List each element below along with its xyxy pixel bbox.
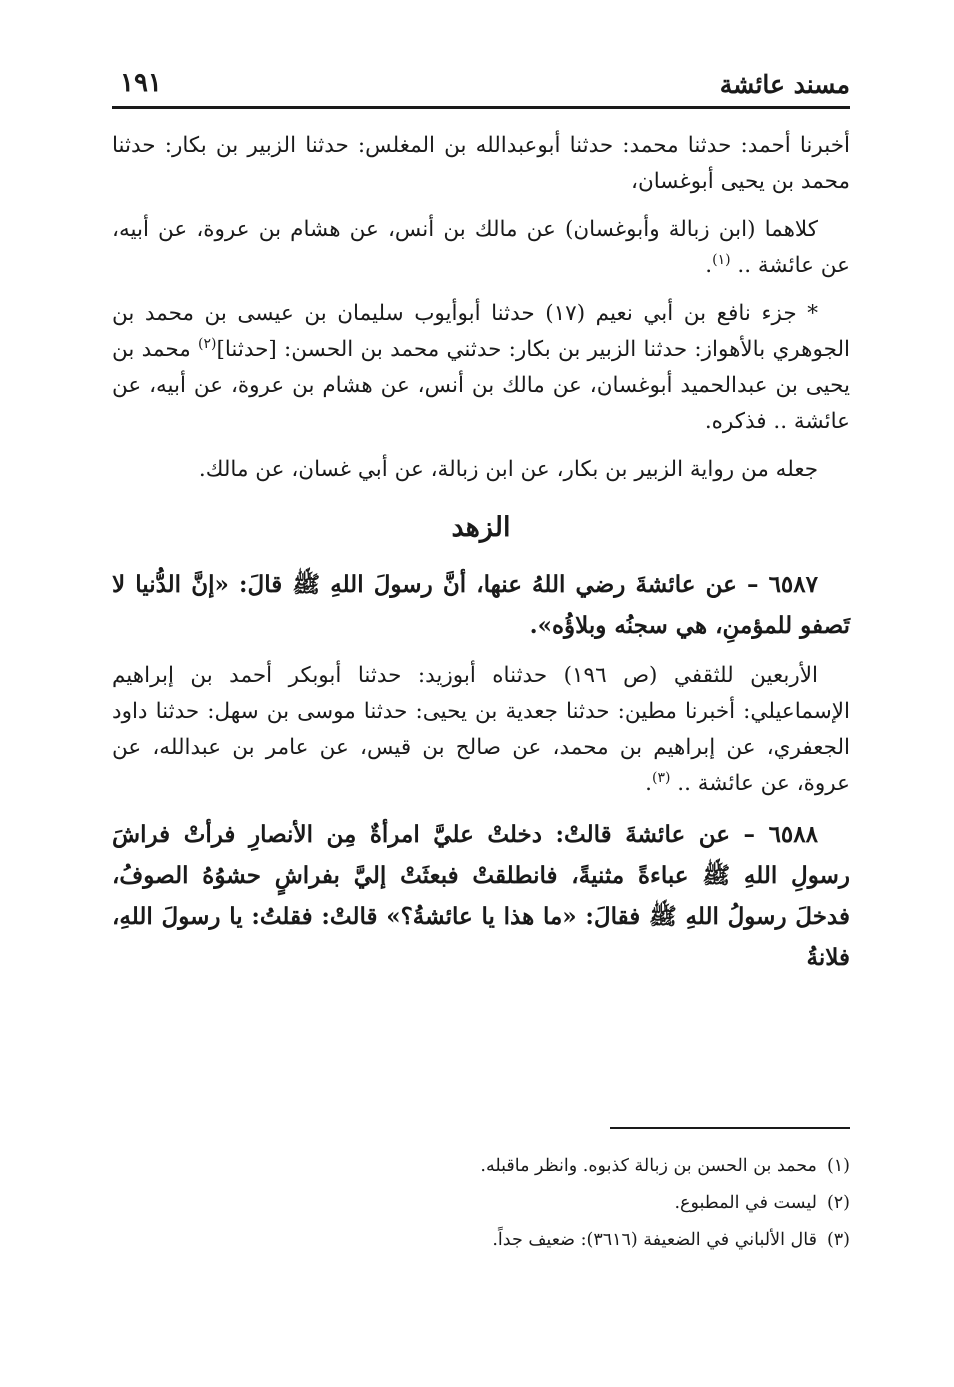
main-text [112,128,850,990]
paragraph-isnad-3 [112,296,850,440]
hadith-source-6587 [112,658,850,802]
hadith-number: ٦٥٨٨ [768,821,818,848]
paragraph-text: كلاهما (ابن زبالة وأبوغسان) عن مالك بن أنس، عن هشام بن عروة، عن أبيه، عن عائشة .. [112,217,850,278]
running-title: مسند عائشة [719,70,850,99]
hadith-text: – عن عائشةَ رضي اللهُ عنها، أنَّ رسولَ اللهِ ﷺ قالَ: «إنَّ الدُّنيا لا تَصفو للمؤمنِ، هي سجنُه وبلاؤُه». [112,571,850,639]
footnote-reference: (١) [712,251,731,268]
footnote-separator [610,1127,850,1129]
footnote-1 [300,1148,850,1185]
source-end: . [645,771,652,796]
footnote-text: قال الألباني في الضعيفة (٣٦١٦): ضعيف جداً. [492,1230,817,1250]
paragraph-note [112,452,850,488]
footnote-3 [300,1222,850,1259]
source-text: الأربعين للثقفي (ص ١٩٦) حدثناه أبوزيد: حدثنا أبوبكر أحمد بن إبراهيم الإسماعيلي: أخبرنا مطين: حدثنا جعدية بن يحيى: حدثنا موسى بن سهل: حدثنا داود الجعفري، عن إبراهيم بن محمد، عن صالح بن قيس، عن عامر بن عبدالله، عن عروة، عن عائشة .. [112,663,850,796]
paragraph-text-continued: محمد بن يحيى بن عبدالحميد أبوغسان، عن مالك بن أنس، عن هشام بن عروة، عن أبيه، عن عائشة .. فذكره. [112,337,850,434]
page-header [112,62,850,109]
paragraph-end: . [705,253,713,278]
hadith-6588 [112,814,850,978]
hadith-6587 [112,564,850,646]
footnote-number: (١) [826,1156,850,1176]
paragraph-text: أخبرنا أحمد: حدثنا محمد: حدثنا أبوعبدالله بن المغلس: حدثنا الزبير بن بكار: حدثنا محمد بن يحيى أبوغسان، [112,133,850,194]
paragraph-isnad-1 [112,128,850,200]
footnote-number: (٢) [826,1193,850,1213]
section-heading: الزهد [451,512,511,543]
footnote-number: (٣) [826,1230,850,1250]
page-number: ١٩١ [120,68,162,98]
footnote-text: ليست في المطبوع. [674,1193,817,1213]
footnote-reference: (٣) [651,769,671,786]
footnotes [300,1148,850,1259]
footnote-reference: (٢) [197,335,217,352]
footnote-text: محمد بن الحسن بن زبالة كذبوه. وانظر ماقبله. [480,1156,817,1176]
hadith-number: ٦٥٨٧ [768,571,818,598]
paragraph-text: * جزء نافع بن أبي نعيم (١٧) حدثنا أبوأيوب سليمان بن عيسى بن محمد بن الجوهري بالأهواز: حدثنا الزبير بن بكار: حدثني محمد بن الحسن: [حدثنا] [112,301,850,362]
paragraph-isnad-2 [112,212,850,284]
hadith-text: – عن عائشةَ قالتْ: دخلتْ عليَّ امرأةٌ مِن الأنصارِ فرأتْ فراشَ رسولِ اللهِ ﷺ عباءةً مثنيةً، فانطلقتْ فبعثَتْ إليَّ بفراشٍ حشوُهُ الصوفُ، فدخلَ رسولُ اللهِ ﷺ فقالَ: «ما هذا يا عائشةُ؟» قالتْ: فقلتُ: يا رسولَ اللهِ، فلانةُ [112,821,850,971]
paragraph-text: جعله من رواية الزبير بن بكار، عن ابن زبالة، عن أبي غسان، عن مالك. [198,457,818,482]
footnote-2 [300,1185,850,1222]
